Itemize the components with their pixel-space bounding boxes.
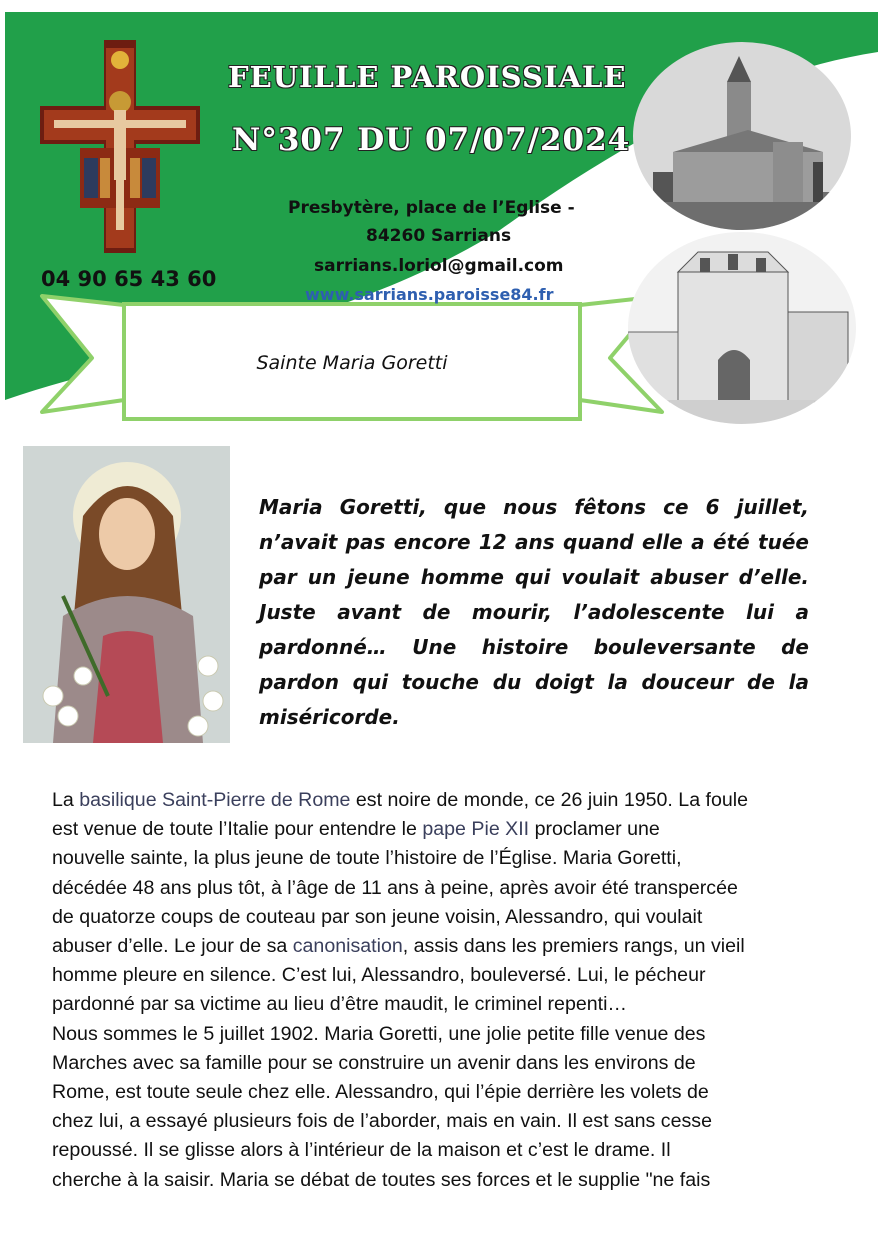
body-line: est venue de toute l’Italie pour entendre le pape Pie XII proclamer une: [52, 818, 660, 841]
body-line: pardonné par sa victime au lieu d’être maudit, le criminel repenti…: [52, 993, 628, 1016]
body-line: chez lui, a essayé plusieurs fois de l’aborder, mais en vain. Il est sans cesse: [52, 1110, 712, 1133]
body-line: décédée 48 ans plus tôt, à l’âge de 11 ans à peine, après avoir été transpercée: [52, 876, 738, 899]
phone-number: 04 90 65 43 60: [41, 267, 217, 291]
church-photo: [633, 42, 851, 230]
issue-number-date: N°307 DU 07/07/2024: [232, 122, 631, 158]
body-line: nouvelle sainte, la plus jeune de toute l’histoire de l’Église. Maria Goretti,: [52, 847, 682, 870]
san-damiano-cross-image: [40, 40, 200, 253]
link-canonisation[interactable]: canonisation: [292, 935, 403, 958]
body-line: homme pleure en silence. C’est lui, Alessandro, bouleversé. Lui, le pécheur: [52, 964, 706, 987]
email-address[interactable]: sarrians.loriol@gmail.com: [314, 256, 564, 276]
article-body: [52, 786, 832, 1195]
address-city: 84260 Sarrians: [366, 226, 512, 246]
body-line: abuser d’elle. Le jour de sa canonisation, assis dans les premiers rangs, un vieil: [52, 935, 745, 958]
subject-title: Sainte Maria Goretti: [256, 352, 448, 374]
body-line: Rome, est toute seule chez elle. Alessandro, qui l’épie derrière les volets de: [52, 1081, 709, 1104]
saint-maria-goretti-image: [23, 446, 230, 743]
body-line: repoussé. Il se glisse alors à l’intérieur de la maison et c’est le drame. Il: [52, 1139, 671, 1162]
body-line: cherche à la saisir. Maria se débat de toutes ses forces et le supplie "ne fais: [52, 1168, 711, 1191]
intro-paragraph: Maria Goretti, que nous fêtons ce 6 juillet, n’avait pas encore 12 ans quand elle a été tuée par un jeune homme qui voulait abuser d’elle. Juste avant de mourir, l’adolescente lui a pardonné… Une histoire bouleversante de pardon qui touche du doigt la douceur de la miséricorde.: [259, 495, 809, 729]
body-line: de quatorze coups de couteau par son jeune voisin, Alessandro, qui voulait: [52, 905, 703, 928]
website-link[interactable]: www.sarrians.paroisse84.fr: [305, 285, 554, 304]
link-basilica[interactable]: basilique Saint-Pierre de Rome: [79, 789, 351, 811]
address-street: Presbytère, place de l’Eglise -: [288, 198, 575, 218]
church-drawing: [628, 232, 856, 424]
link-pope[interactable]: pape Pie XII: [422, 818, 530, 841]
newsletter-title: FEUILLE PAROISSIALE: [228, 60, 627, 94]
body-line: La basilique Saint-Pierre de Rome est noire de monde, ce 26 juin 1950. La foule: [52, 789, 749, 811]
body-line: Nous sommes le 5 juillet 1902. Maria Goretti, une jolie petite fille venue des: [52, 1022, 706, 1045]
body-line: Marches avec sa famille pour se construire un avenir dans les environs de: [52, 1051, 696, 1074]
